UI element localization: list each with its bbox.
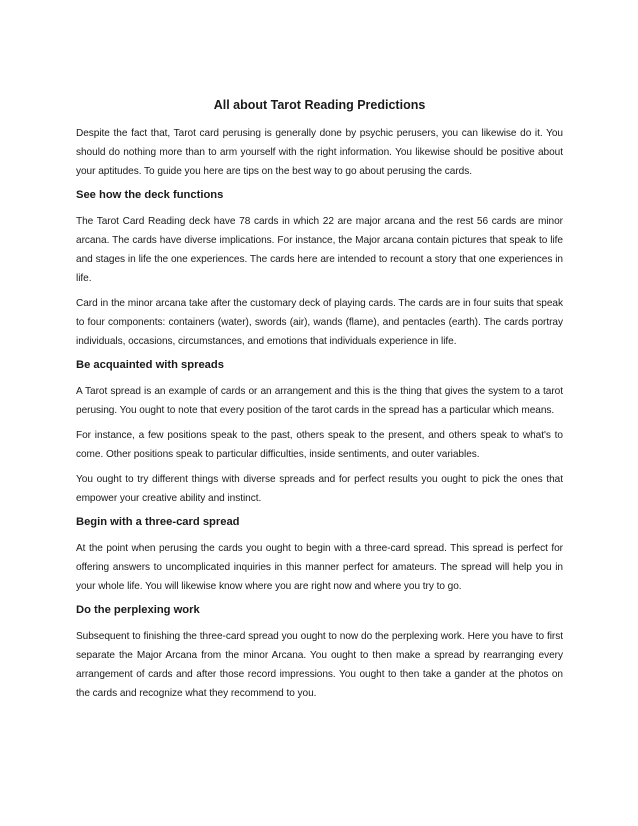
section-heading: Do the perplexing work <box>76 604 200 616</box>
section-paragraph: Card in the minor arcana take after the customary deck of playing cards. The cards are in four suits that speak to four components: containers (water), swords (air), wands (flame), and pentacles (earth). The cards portray individuals, occasions, circumstances, and emotions that individuals experience in life. <box>76 298 563 347</box>
section-deck <box>76 187 563 351</box>
document-page <box>76 97 563 709</box>
section-heading: Be acquainted with spreads <box>76 359 224 371</box>
section-paragraph: You ought to try different things with diverse spreads and for perfect results you ought to pick the ones that empower your creative ability and instinct. <box>76 474 563 504</box>
section-paragraph: Subsequent to finishing the three-card spread you ought to now do the perplexing work. Here you have to first separate the Major Arcana from the minor Arcana. You ought to then make a spread by rearranging every arrangement of cards and after those record impressions. You ought to then take a gander at the photos on the cards and recognize what they recommend to you. <box>76 631 563 699</box>
section-paragraph: For instance, a few positions speak to the past, others speak to the present, and others speak to what's to come. Other positions speak to particular difficulties, inside sentiments, and outer variables. <box>76 430 563 460</box>
section-paragraph: A Tarot spread is an example of cards or an arrangement and this is the thing that gives the system to a tarot perusing. You ought to note that every position of the tarot cards in the spread has a particular which means. <box>76 386 563 416</box>
section-paragraph: At the point when perusing the cards you ought to begin with a three-card spread. This spread is perfect for offering answers to uncomplicated inquiries in this manner perfect for amateurs. The spread will help you in your whole life. You will likewise know where you are right now and where you try to go. <box>76 543 563 592</box>
section-perplexing-work <box>76 602 563 703</box>
document-title: All about Tarot Reading Predictions <box>213 98 426 112</box>
intro-paragraph: Despite the fact that, Tarot card perusing is generally done by psychic perusers, you can likewise do it. You should do nothing more than to arm yourself with the right information. You likewise should be positive about your aptitudes. To guide you here are tips on the best way to go about perusing the cards. <box>76 128 563 177</box>
section-spreads <box>76 357 563 508</box>
section-heading: See how the deck functions <box>76 189 224 201</box>
section-paragraph: The Tarot Card Reading deck have 78 cards in which 22 are major arcana and the rest 56 cards are minor arcana. The cards have diverse implications. For instance, the Major arcana contain pictures that speak to life and stages in life the one experiences. The cards here are intended to recount a story that one experiences in life. <box>76 216 563 284</box>
section-heading: Begin with a three-card spread <box>76 516 240 528</box>
section-three-card <box>76 514 563 596</box>
